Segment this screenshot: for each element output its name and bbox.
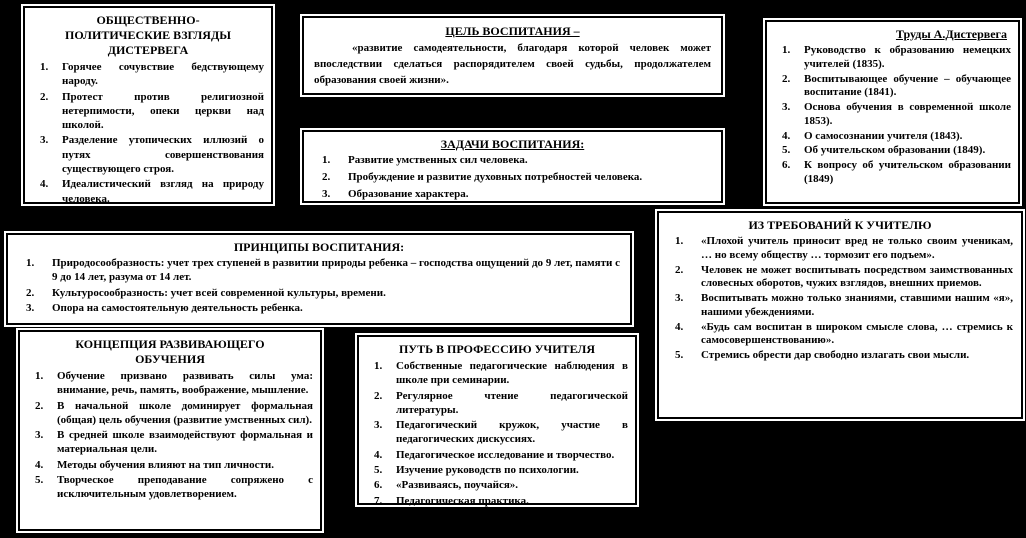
principles-list bbox=[18, 257, 620, 316]
list-item: Культуросообразность: учет всей современной культуры, времени. bbox=[52, 286, 386, 299]
box-principles-of-education bbox=[6, 233, 632, 325]
list-item: Основа обучения в современной школе 1853). bbox=[804, 101, 1011, 127]
list-item: Горячее сочувствие бедствующему народу. bbox=[62, 61, 264, 88]
list-item: Обучение призвано развивать силы ума: внимание, речь, память, воображение, мышление. bbox=[57, 370, 313, 397]
list-item: В средней школе взаимодействуют формальная и материальная цели. bbox=[57, 429, 313, 456]
list-item: «Будь сам воспитан в широком смысле слова, … стремись к самосовершенствованию». bbox=[701, 320, 1013, 347]
list-item: Педагогическая практика. bbox=[396, 494, 529, 507]
list-item: Опора на самостоятельную деятельность ребенка. bbox=[52, 302, 303, 315]
box-social-political-views bbox=[23, 6, 273, 204]
list-item: Руководство к образованию немецких учителей (1835). bbox=[804, 44, 1011, 70]
box-teacher-requirements bbox=[657, 211, 1023, 419]
list-item: Развитие умственных сил человека. bbox=[348, 154, 528, 166]
list-item: К вопросу об учительском образовании (1849) bbox=[804, 159, 1011, 185]
list-item: Методы обучения влияют на тип личности. bbox=[57, 458, 275, 471]
list-item: «Развиваясь, поучайся». bbox=[396, 479, 519, 492]
list-item: Педагогический кружок, участие в педагогических дискуссиях. bbox=[396, 419, 628, 446]
box-works-of-diesterweg bbox=[765, 20, 1020, 204]
list-item: Регулярное чтение педагогической литературы. bbox=[396, 389, 628, 416]
list-item: О самосознании учителя (1843). bbox=[804, 129, 963, 142]
box-path-to-teaching-profession bbox=[357, 335, 637, 505]
list-item: Природосообразность: учет трех ступеней в развитии природы ребенка – господства ощущений до 9 лет, памяти с 9 до 14 лет, разума от 14 лет. bbox=[52, 257, 620, 283]
social-political-views-list bbox=[32, 60, 264, 206]
list-item: Собственные педагогические наблюдения в школе при семинарии. bbox=[396, 360, 628, 387]
box-title-works-of-diesterweg: Труды А.Дистервега bbox=[895, 27, 1007, 41]
box-title-principles-of-education: ПРИНЦИПЫ ВОСПИТАНИЯ: bbox=[233, 240, 405, 254]
list-item: Стремись обрести дар свободно излагать свои мысли. bbox=[701, 349, 970, 361]
list-item: Творческое преподавание сопряжено с исключительным удовлетворением. bbox=[57, 474, 313, 501]
path-list bbox=[366, 359, 628, 508]
list-item: Пробуждение и развитие духовных потребностей человека. bbox=[348, 170, 643, 183]
box-title-developmental-teaching-concept: КОНЦЕПЦИЯ РАЗВИВАЮЩЕГО ОБУЧЕНИЯ bbox=[75, 337, 265, 366]
list-item: Человек не может воспитывать посредством заимствованных словесных оборотов, чужих взглядов, внешних приемов. bbox=[701, 263, 1013, 290]
box-goal-of-education bbox=[302, 16, 723, 95]
works-list bbox=[774, 44, 1011, 187]
tasks-list bbox=[314, 154, 711, 201]
list-item: Изучение руководств по психологии. bbox=[396, 464, 579, 477]
list-item: «Плохой учитель приносит вред не только своим ученикам, … но всему обществу … тормозит его подъем». bbox=[701, 235, 1013, 261]
box-title-social-political-views: ОБЩЕСТВЕННО-ПОЛИТИЧЕСКИЕ ВЗГЛЯДЫ ДИСТЕРВЕГА bbox=[64, 13, 231, 57]
list-item: Воспитывающее обучение – обучающее воспитание (1841). bbox=[804, 72, 1011, 99]
box-developmental-teaching-concept bbox=[18, 330, 322, 531]
goal-of-education-text: «развитие самодеятельности, благодаря которой человек может впоследствии сделаться распорядителем своей судьбы, продолжателем образования своей жизни». bbox=[314, 42, 711, 86]
list-item: Идеалистический взгляд на природу человека. bbox=[62, 178, 264, 205]
list-item: Воспитывать можно только знаниями, ставшими нашим «я», нашими убеждениями. bbox=[701, 292, 1013, 318]
box-tasks-of-education bbox=[302, 130, 723, 203]
box-title-teacher-requirements: ИЗ ТРЕБОВАНИЙ К УЧИТЕЛЮ bbox=[748, 218, 932, 232]
concept-list bbox=[27, 369, 313, 502]
list-item: Разделение утопических иллюзий о путях совершенствования существующего строя. bbox=[62, 134, 264, 176]
list-item: Образование характера. bbox=[348, 187, 469, 200]
list-item: Педагогическое исследование и творчество. bbox=[396, 448, 615, 461]
list-item: Об учительском образовании (1849). bbox=[804, 144, 986, 157]
box-title-tasks-of-education: ЗАДАЧИ ВОСПИТАНИЯ: bbox=[440, 137, 585, 151]
list-item: Протест против религиозной нетерпимости, опеки церкви над школой. bbox=[62, 90, 264, 132]
box-title-path-to-teaching-profession: ПУТЬ В ПРОФЕССИЮ УЧИТЕЛЯ bbox=[398, 342, 596, 356]
teacher-requirements-list bbox=[667, 235, 1013, 363]
list-item: В начальной школе доминирует формальная (общая) цель обучения (развитие умственных сил). bbox=[57, 399, 313, 426]
box-title-goal-of-education: ЦЕЛЬ ВОСПИТАНИЯ – bbox=[445, 24, 580, 38]
